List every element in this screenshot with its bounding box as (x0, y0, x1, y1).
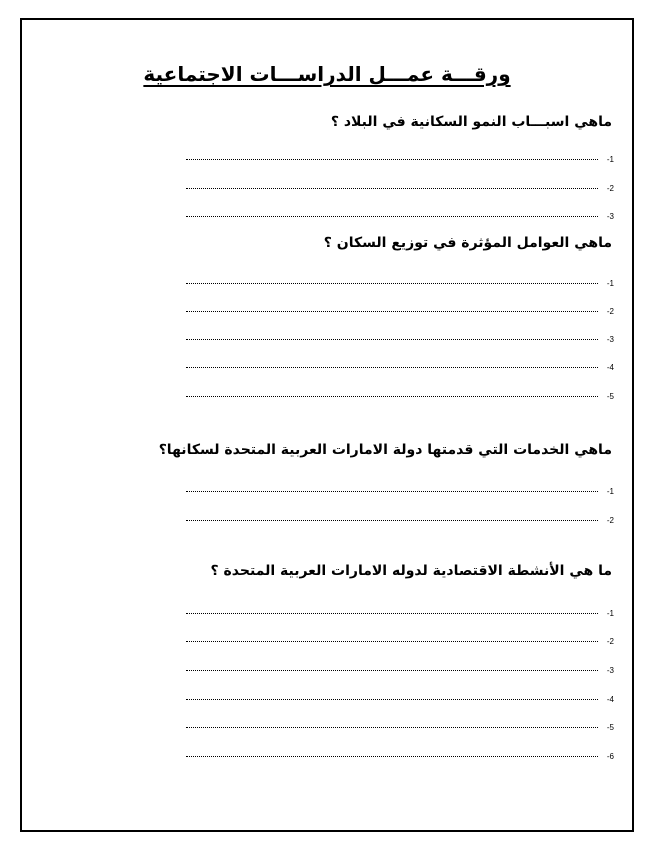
question-2: ماهي العوامل المؤثرة في توزيع السكان ؟ (323, 235, 612, 251)
answer-number: -1 (606, 279, 614, 288)
answer-number: -3 (606, 212, 614, 221)
answer-line-3-2[interactable] (186, 511, 614, 523)
answer-line-4-5[interactable] (186, 718, 614, 730)
answer-number: -1 (606, 609, 614, 618)
answer-number: -2 (606, 307, 614, 316)
answer-number: -4 (606, 695, 614, 704)
answer-number: -5 (606, 392, 614, 401)
answer-number: -1 (606, 487, 614, 496)
answer-line-1-1[interactable] (186, 150, 614, 162)
answer-line-2-4[interactable] (186, 358, 614, 370)
answer-line-2-1[interactable] (186, 274, 614, 286)
answer-line-4-4[interactable] (186, 690, 614, 702)
answer-line-3-1[interactable] (186, 482, 614, 494)
answer-number: -2 (606, 184, 614, 193)
answer-line-1-3[interactable] (186, 207, 614, 219)
answer-number: -3 (606, 666, 614, 675)
answer-number: -2 (606, 516, 614, 525)
answer-number: -2 (606, 637, 614, 646)
answer-number: -5 (606, 723, 614, 732)
answer-line-2-5[interactable] (186, 387, 614, 399)
answer-number: -3 (606, 335, 614, 344)
worksheet-title: ورقـــة عمـــل الدراســـات الاجتماعية (143, 62, 511, 86)
answer-line-1-2[interactable] (186, 179, 614, 191)
question-3: ماهي الخدمات التي قدمتها دولة الامارات العربية المتحدة لسكانها؟ (158, 442, 612, 458)
question-4: ما هي الأنشطة الاقتصادية لدوله الامارات العربية المتحدة ؟ (210, 563, 612, 579)
answer-line-4-1[interactable] (186, 604, 614, 616)
answer-line-2-3[interactable] (186, 330, 614, 342)
answer-number: -6 (606, 752, 614, 761)
answer-number: -4 (606, 363, 614, 372)
answer-line-4-6[interactable] (186, 747, 614, 759)
answer-line-4-2[interactable] (186, 632, 614, 644)
answer-number: -1 (606, 155, 614, 164)
answer-line-4-3[interactable] (186, 661, 614, 673)
question-1: ماهي اسبـــاب النمو السكانية في البلاد ؟ (330, 114, 612, 130)
answer-line-2-2[interactable] (186, 302, 614, 314)
page-border (20, 18, 634, 832)
